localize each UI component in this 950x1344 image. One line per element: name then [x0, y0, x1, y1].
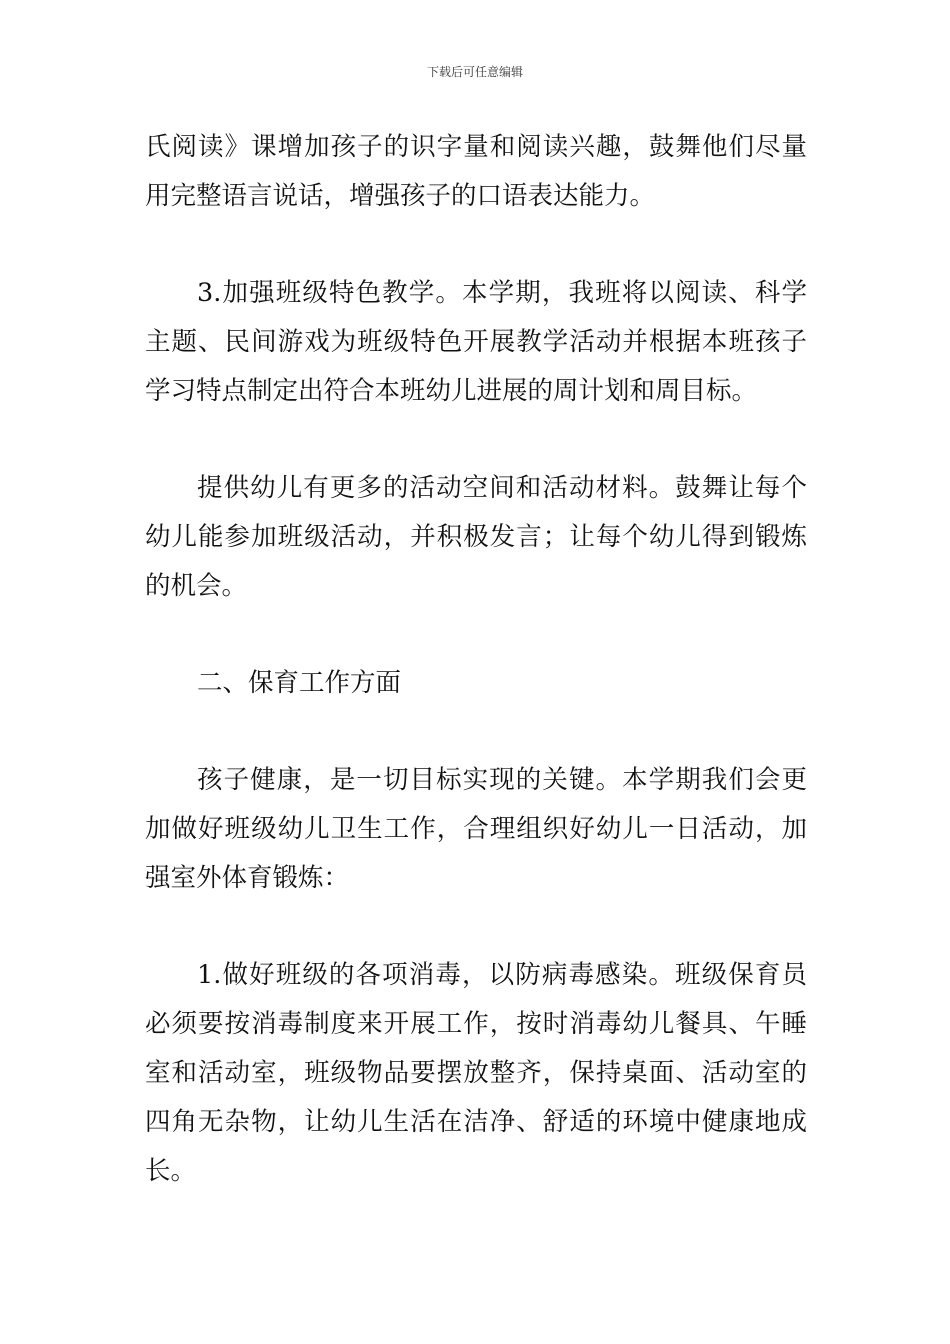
- paragraph-class-features: 3.加强班级特色教学。本学期，我班将以阅读、科学主题、民间游戏为班级特色开展教学活动并根据本班孩子学习特点制定出符合本班幼儿进展的周计划和周目标。: [145, 278, 807, 406]
- page-header-note: 下载后可任意编辑: [426, 65, 523, 79]
- paragraph-activity-space: 提供幼儿有更多的活动空间和活动材料。鼓舞让每个幼儿能参加班级活动，并积极发言；让每个幼儿得到锻炼的机会。: [145, 473, 807, 601]
- paragraph-disinfection: 1.做好班级的各项消毒，以防病毒感染。班级保育员必须要按消毒制度来开展工作，按时消毒幼儿餐具、午睡室和活动室，班级物品要摆放整齐，保持桌面、活动室的四角无杂物，让幼儿生活在洁净、舒适的环境中健康地成长。: [145, 960, 807, 1186]
- paragraph-continuation: 氏阅读》课增加孩子的识字量和阅读兴趣，鼓舞他们尽量用完整语言说话，增强孩子的口语表达能力。: [145, 132, 807, 211]
- section-heading-care-work: 二、保育工作方面: [197, 668, 402, 698]
- document-body: [145, 123, 807, 1244]
- paragraph-child-health: 孩子健康，是一切目标实现的关键。本学期我们会更加做好班级幼儿卫生工作，合理组织好幼儿一日活动，加强室外体育锻炼：: [145, 765, 807, 893]
